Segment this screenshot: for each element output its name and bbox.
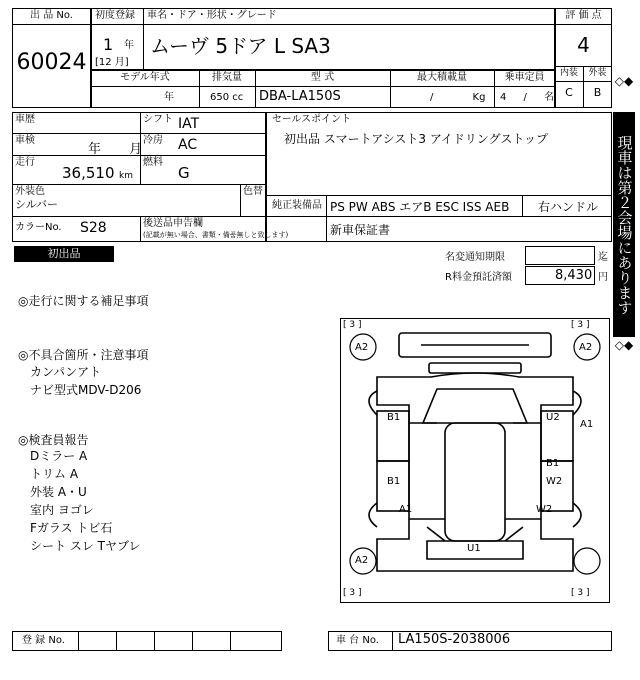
windshield [423,389,527,423]
corner-label: [ 3 ] [571,320,590,330]
sales-point-label: セールスポイント [272,114,352,125]
mark-tire-fr: A2 [579,342,593,353]
year-unit: 年 [124,40,134,51]
defect-line: カンパンアト [30,365,102,379]
mark-door-rr: B1 [546,458,560,469]
interior-grade: C [565,86,573,99]
model-code-label: 型 式 [310,72,335,83]
color-change-label: 色替 [243,186,263,197]
banner-diamond-bottom: ◇◆ [613,338,635,370]
fuel-value: G [178,164,190,182]
max-load-label: 最大積載量 [417,72,467,83]
max-load-value: / Kg [430,92,486,103]
first-reg-month: [12 月] [95,57,129,68]
model-code-value: DBA-LA150S [259,89,341,104]
mark-rear-bumper: U1 [467,543,481,554]
mileage-unit: km [119,171,133,181]
roof [445,423,505,541]
defect-line: ナビ型式MDV-D206 [30,383,142,397]
tire-rr [574,548,600,574]
corner-label: [ 3 ] [343,320,362,330]
inspector-title: ◎検査員報告 [18,433,89,447]
exterior-color-value: シルバー [15,198,58,211]
inspection-value: 年 月 [88,142,143,157]
corner-label: [ 3 ] [571,588,590,598]
defect-title: ◎不具合箇所・注意事項 [18,348,149,362]
interior-label: 内装 [559,68,578,78]
first-listing-tag: 初出品 [14,246,114,262]
car-name: ムーヴ 5ドア L SA3 [150,34,331,58]
displacement-value: 650 cc [210,92,244,103]
history-label: 車歴 [15,114,35,125]
fuel-label: 燃料 [143,157,163,168]
steering-value: 右ハンドル [538,200,599,214]
mark-qtr-r: W2 [536,504,553,515]
lot-number: 60024 [16,50,87,75]
capacity-value: 4 / 名 [500,92,555,103]
capacity-label: 乗車定員 [504,72,545,83]
side-banner: 現車は第２会場にあります [613,112,635,337]
chassis-label: 車 台 No. [336,635,379,646]
reg-no-label: 登 録 No. [22,635,65,646]
mark-door-fl: B1 [387,412,401,423]
recycle-unit: 円 [598,272,608,283]
arch-rl [369,503,377,527]
score-value: 4 [577,33,590,57]
mileage-value: 36,510 [62,164,115,182]
equipment-label: 純正装備品 [272,200,322,211]
mark-qtr-l: A1 [399,504,413,515]
arch-rr [573,503,581,527]
color-no-label: カラーNo. [15,222,62,233]
banner-diamond-top: ◇◆ [613,74,635,106]
inspection-label: 車検 [15,135,35,146]
aftermarket-label: 後送品申告欄 [143,218,203,229]
grille [429,363,521,373]
inspector-line: Dミラー A [30,449,88,463]
arch-fr [573,391,581,415]
displacement-label: 排気量 [212,72,242,83]
lot-label: 出 品 No. [30,10,73,21]
model-year-label: モデル年式 [120,72,170,83]
mark-tire-rl: A2 [355,555,369,566]
aftermarket-note: (記載が無い場合、書類・備품無しと致します) [143,231,289,239]
ac-label: 冷房 [143,135,163,146]
inspector-line: トリム A [30,467,79,481]
running-title: ◎走行に関する補足事項 [18,294,149,308]
corner-label: [ 3 ] [343,588,362,598]
score-label: 評 価 点 [565,10,602,21]
arch-fl [369,391,377,415]
inspector-line: シート スレ Tヤブレ [30,539,141,553]
mark-rear-r: W2 [546,476,563,487]
shift-value: IAT [178,116,200,132]
exterior-color-label: 外装色 [15,186,45,197]
car-outline [341,319,609,602]
equipment-value: PS PW ABS エアB ESC ISS AEB [330,200,510,214]
mark-fender-r: A1 [580,419,594,430]
sales-point-value: 初出品 スマートアシスト3 アイドリングストップ [284,132,549,146]
first-reg-label: 初度登録 [95,10,135,21]
name-change-suffix: 迄 [598,252,608,263]
car-desc-label: 車名・ドア・形状・グレード [147,10,277,21]
name-change-box [525,246,595,265]
warranty-value: 新車保証書 [330,223,391,237]
inspector-line: Fガラス トビ石 [30,521,113,535]
name-change-label: 名変通知期限 [445,252,505,263]
shift-label: シフト [143,114,173,125]
damage-diagram [340,318,610,603]
inspector-line: 室内 ヨゴレ [30,503,94,517]
model-year-unit: 年 [164,92,174,103]
exterior-grade: B [593,86,602,99]
color-no-value: S28 [80,220,107,236]
inspector-line: 外装 A・U [30,485,87,499]
mark-door-fr: U2 [546,412,560,423]
exterior-label: 外装 [588,68,607,78]
mark-tire-fl: A2 [355,342,369,353]
ac-value: AC [178,137,198,153]
mark-door-rl: B1 [387,476,401,487]
recycle-label: R料金預託済額 [445,272,512,283]
chassis-number: LA150S-2038006 [398,632,511,647]
recycle-amount: 8,430 [555,268,593,283]
first-reg-year: 1 [103,35,114,54]
mileage-label: 走行 [15,157,35,168]
